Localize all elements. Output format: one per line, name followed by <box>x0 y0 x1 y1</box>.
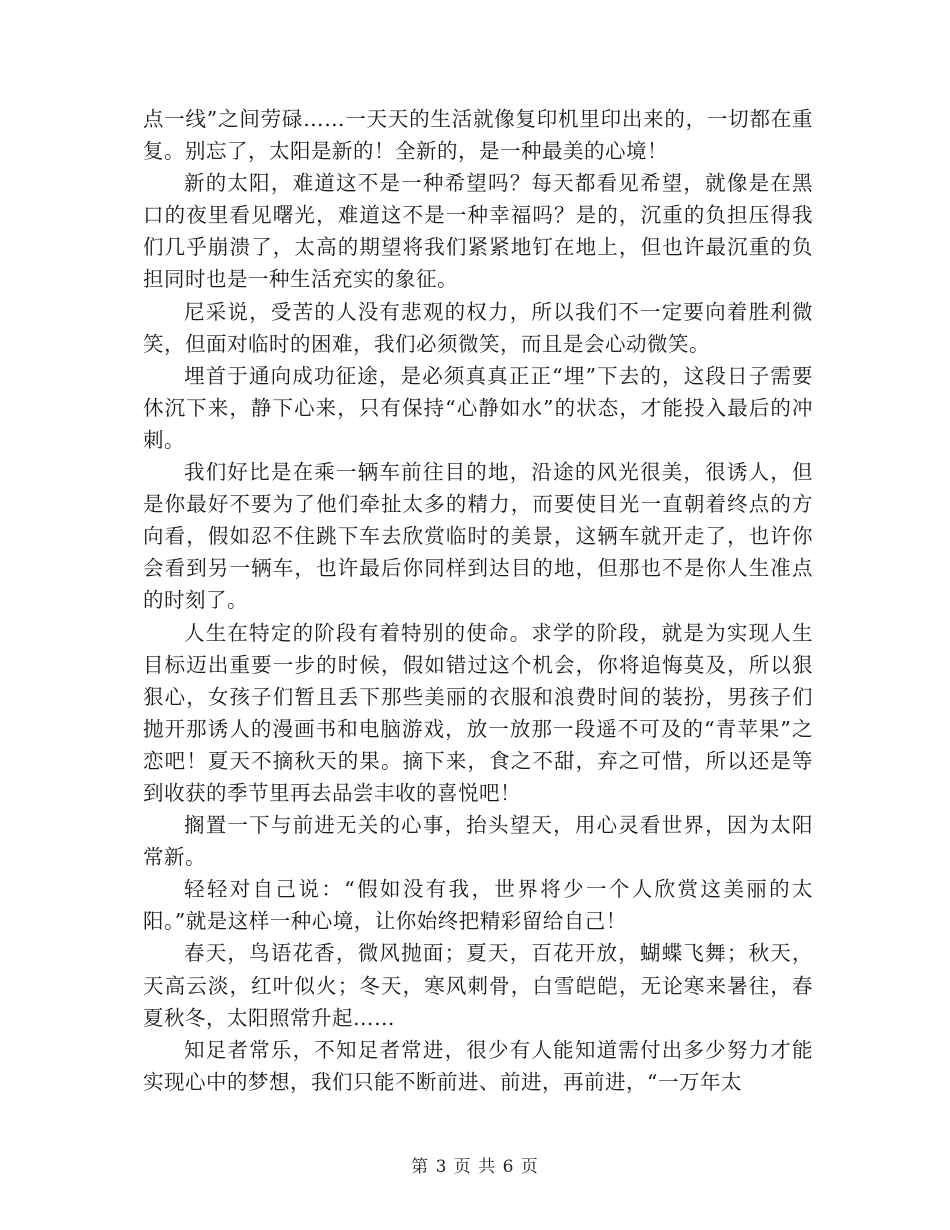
paragraph: 人生在特定的阶段有着特别的使命。求学的阶段，就是为实现人生目标迈出重要一步的时候，假如错过这个机会，你将追悔莫及，所以狠狠心，女孩子们暂且丢下那些美丽的衣服和浪费时间的装扮，男孩子们抛开那诱人的漫画书和电脑游戏，放一放那一段遥不可及的“青苹果”之恋吧！夏天不摘秋天的果。摘下来，食之不甜，弃之可惜，所以还是等到收获的季节里再去品尝丰收的喜悦吧！ <box>143 620 813 805</box>
paragraph-continued: 点一线”之间劳碌……一天天的生活就像复印机里印出来的，一切都在重复。别忘了，太阳是新的！全新的，是一种最美的心境！ <box>143 107 813 164</box>
paragraph: 新的太阳，难道这不是一种希望吗？每天都看见希望，就像是在黑口的夜里看见曙光，难道这不是一种幸福吗？是的，沉重的负担压得我们几乎崩溃了，太高的期望将我们紧紧地钉在地上，但也许最沉重的负担同时也是一种生活充实的象征。 <box>143 171 813 292</box>
paragraph: 轻轻对自己说：“假如没有我，世界将少一个人欣赏这美丽的太阳。”就是这样一种心境，让你始终把精彩留给自己！ <box>143 877 813 934</box>
paragraph: 我们好比是在乘一辆车前往目的地，沿途的风光很美，很诱人，但是你最好不要为了他们牵扯太多的精力，而要使目光一直朝着终点的方向看，假如忍不住跳下车去欣赏临时的美景，这辆车就开走了，也许你会看到另一辆车，也许最后你同样到达目的地，但那也不是你人生准点的时刻了。 <box>143 460 813 613</box>
paragraph: 埋首于通向成功征途，是必须真真正正“埋”下去的，这段日子需要休沉下来，静下心来，只有保持“心静如水”的状态，才能投入最后的冲刺。 <box>143 363 813 452</box>
body-text <box>143 103 813 1098</box>
page-number-footer: 第 3 页 共 6 页 <box>411 1157 539 1177</box>
paragraph: 尼采说，受苦的人没有悲观的权力，所以我们不一定要向着胜利微笑，但面对临时的困难，我们必须微笑，而且是会心动微笑。 <box>143 299 813 356</box>
paragraph: 搁置一下与前进无关的心事，抬头望天，用心灵看世界，因为太阳常新。 <box>143 813 813 870</box>
paragraph: 知足者常乐，不知足者常进，很少有人能知道需付出多少努力才能实现心中的梦想，我们只能不断前进、前进，再前进，“一万年太 <box>143 1037 813 1094</box>
paragraph: 春天，鸟语花香，微风抛面；夏天，百花开放，蝴蝶飞舞；秋天，天高云淡，红叶似火；冬天，寒风刺骨，白雪皑皑，无论寒来暑往，春夏秋冬，太阳照常升起…… <box>143 941 813 1030</box>
